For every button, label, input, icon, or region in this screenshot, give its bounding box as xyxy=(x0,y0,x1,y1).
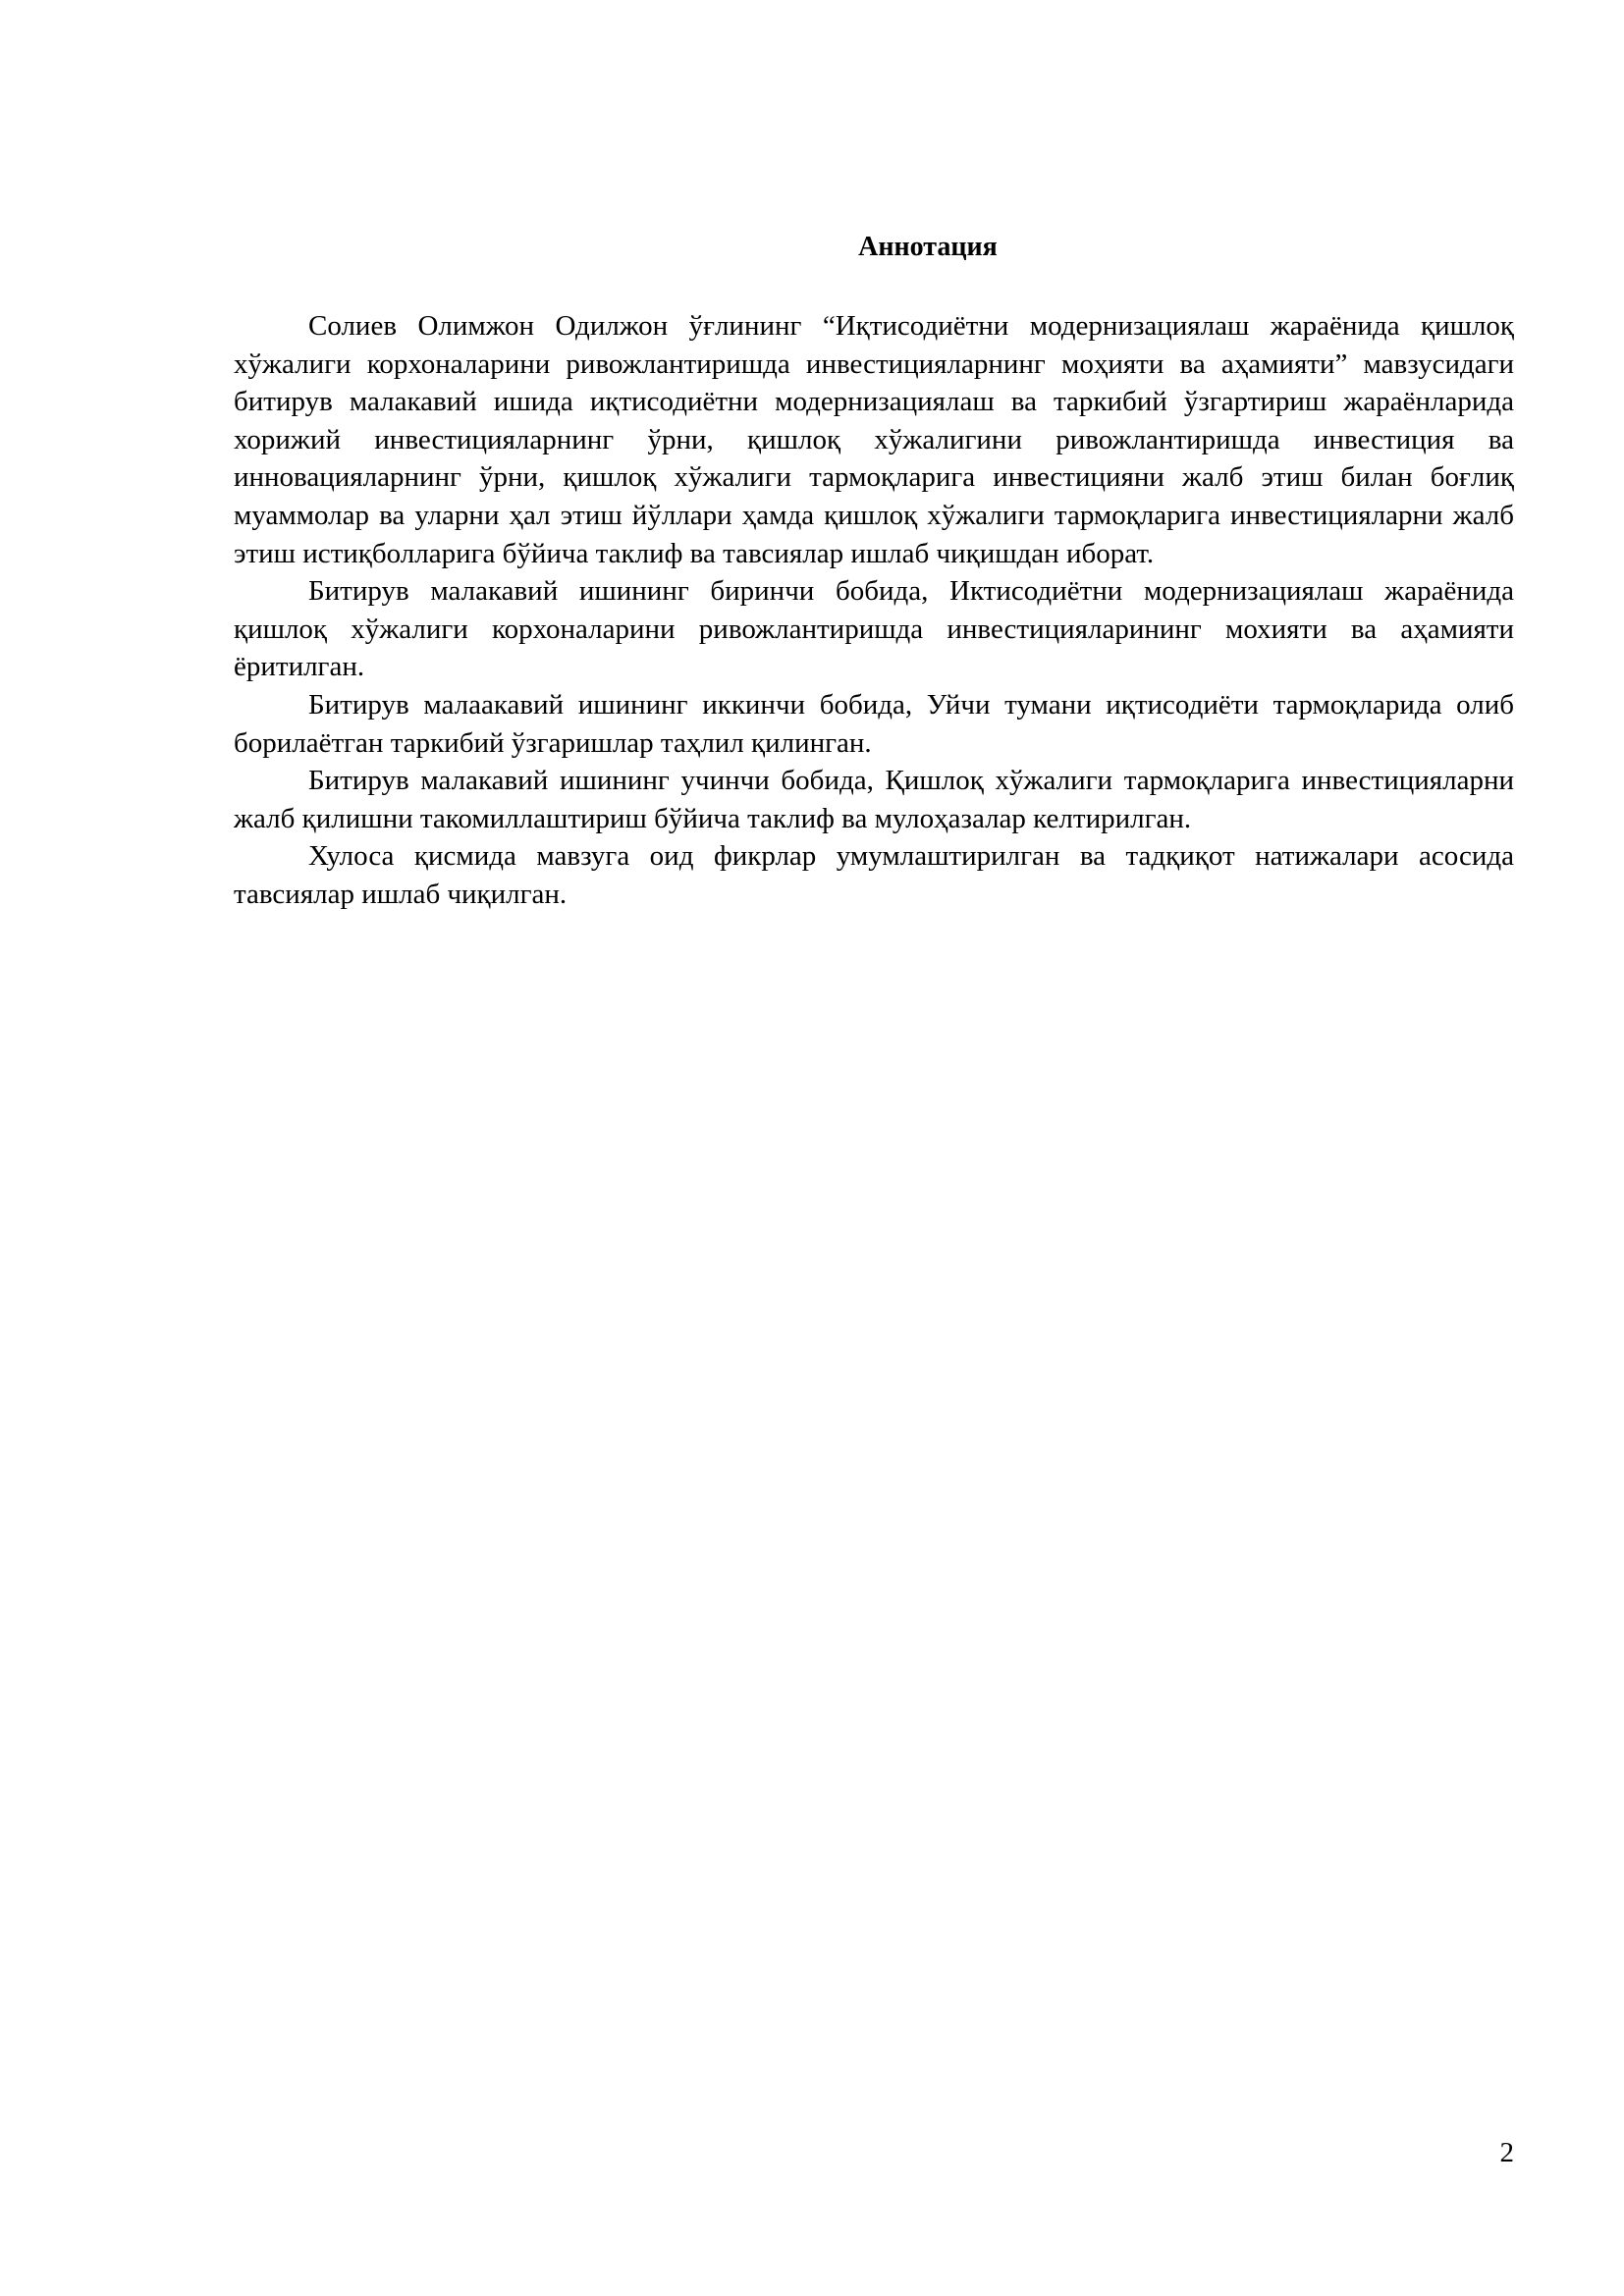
annotation-body xyxy=(234,307,1514,914)
page-number: 2 xyxy=(1499,2137,1514,2168)
paragraph-chapter-one: Битирув малакавий ишининг биринчи бобида, Иктисодиётни модернизациялаш жараёнида қишлоқ хўжалиги корхоналарини ривожлантиришда инвестицияларининг мохияти ва аҳамияти ёритилган. xyxy=(234,575,1514,683)
paragraph-intro: Солиев Олимжон Одилжон ўғлининг “Иқтисодиётни модернизациялаш жараёнида қишлоқ хўжалиги корхоналарини ривожлантиришда инвестицияларнинг моҳияти ва аҳамияти” мавзусидаги битирув малакавий ишида иқтисодиётни модернизациялаш ва таркибий ўзгартириш жараёнларида хорижий инвестицияларнинг ўрни, қишлоқ хўжалигини ривожлантиришда инвестиция ва инновацияларнинг ўрни, қишлоқ хўжалиги тармоқларига инвестицияни жалб этиш билан боғлиқ муаммолар ва уларни ҳал этиш йўллари ҳамда қишлоқ хўжалиги тармоқларига инвестицияларни жалб этиш истиқболларига бўйича таклиф ва тавсиялар ишлаб чиқишдан иборат. xyxy=(234,310,1514,569)
paragraph-conclusion: Хулоса қисмида мавзуга оид фикрлар умумлаштирилган ва тадқиқот натижалари асосида тавсиялар ишлаб чиқилган. xyxy=(234,840,1514,910)
paragraph-chapter-two: Битирув малаакавий ишининг иккинчи бобида, Уйчи тумани иқтисодиёти тармоқларида олиб борилаётган таркибий ўзгаришлар таҳлил қилинган. xyxy=(234,688,1514,759)
paragraph-chapter-three: Битирув малакавий ишининг учинчи бобида, Қишлоқ хўжалиги тармоқларига инвестицияларни жалб қилишни такомиллаштириш бўйича таклиф ва мулоҳазалар келтирилган. xyxy=(234,765,1514,834)
page-title: Аннотация xyxy=(858,232,998,262)
